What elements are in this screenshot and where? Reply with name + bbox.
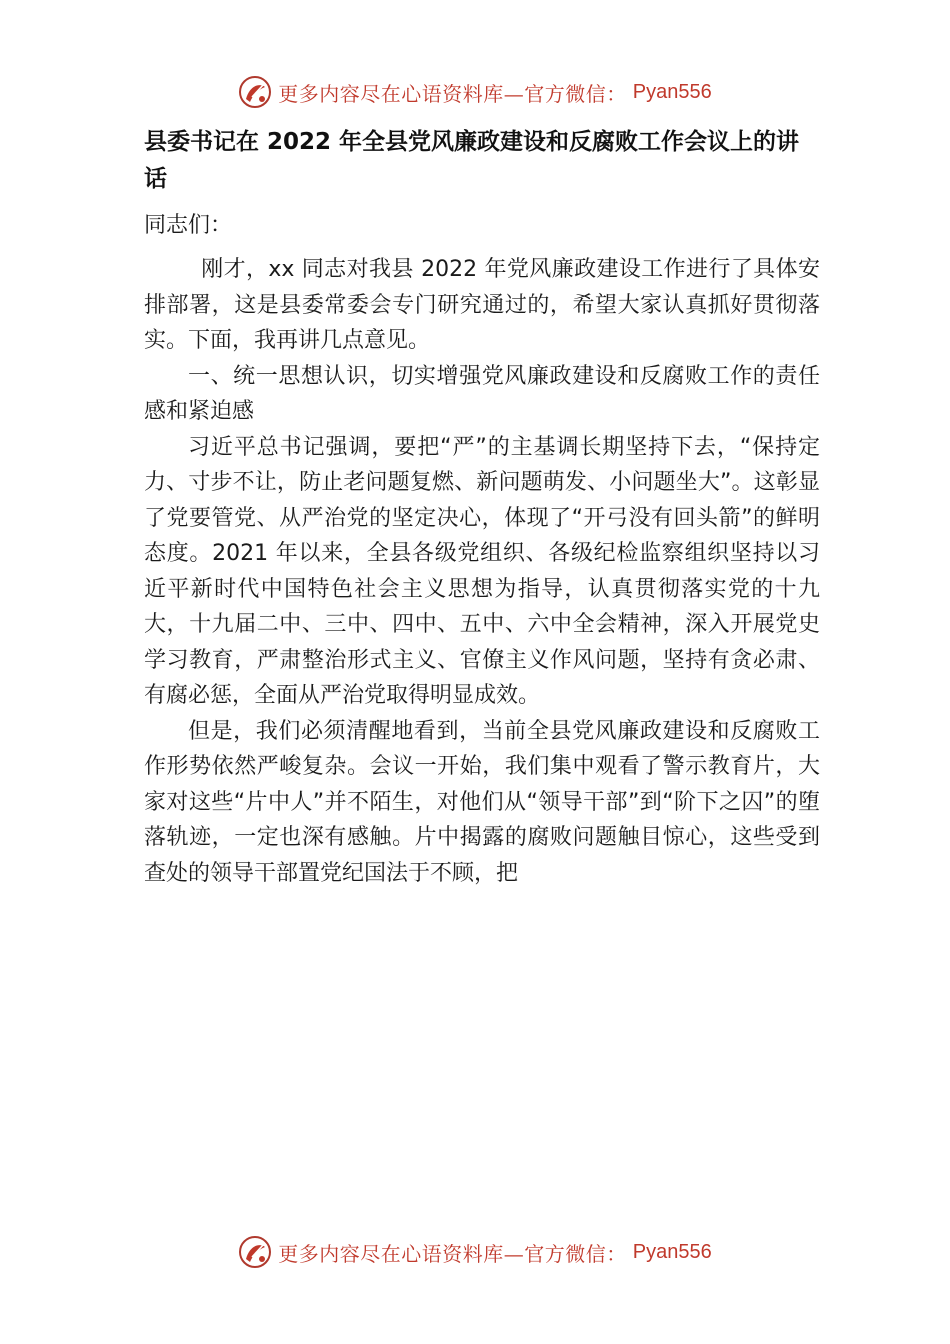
paragraph: 习近平总书记强调，要把“严”的主基调长期坚持下去，“保持定力、寸步不让，防止老问题复燃、新问题萌发、小问题坐大”。这彰显了党要管党、从严治党的坚定决心，体现了“开弓没有回头箭”的鲜明态度。2021 年以来，全县各级党组织、各级纪检监察组织坚持以习近平新时代中国特色社会主义思想为指导，认真贯彻落实党的十九大，十九届二中、三中、四中、五中、六中全会精神，深入开展党史学习教育，严肃整治形式主义、官僚主义作风问题，坚持有贪必肃、有腐必惩，全面从严治党取得明显成效。 [144, 434, 820, 708]
paragraph: 但是，我们必须清醒地看到，当前全县党风廉政建设和反腐败工作形势依然严峻复杂。会议一开始，我们集中观看了警示教育片，大家对这些“片中人”并不陌生，对他们从“领导干部”到“阶下之囚”的堕落轨迹，一定也深有感触。片中揭露的腐败问题触目惊心，这些受到查处的领导干部置党纪国法于不顾，把 [144, 718, 820, 886]
watermark-text: 更多内容尽在心语资料库—官方微信： [278, 81, 627, 106]
watermark-wechat-id: Pyan556 [632, 80, 712, 103]
document-body [144, 124, 820, 891]
paragraph: 刚才，xx 同志对我县 2022 年党风廉政建设工作进行了具体安排部署，这是县委常委会专门研究通过的，希望大家认真抓好贯彻落实。下面，我再讲几点意见。 [144, 257, 820, 353]
watermark-footer [0, 1232, 950, 1272]
brand-logo-icon [238, 75, 272, 109]
salutation: 同志们： [144, 213, 233, 238]
watermark-header [0, 72, 950, 112]
document-title: 县委书记在 2022 年全县党风廉政建设和反腐败工作会议上的讲话 [144, 129, 800, 192]
section-heading: 一、统一思想认识，切实增强党风廉政建设和反腐败工作的责任感和紧迫感 [144, 363, 820, 424]
watermark-text: 更多内容尽在心语资料库—官方微信： [278, 1241, 627, 1266]
brand-logo-icon [238, 1235, 272, 1269]
watermark-wechat-id: Pyan556 [632, 1240, 712, 1263]
